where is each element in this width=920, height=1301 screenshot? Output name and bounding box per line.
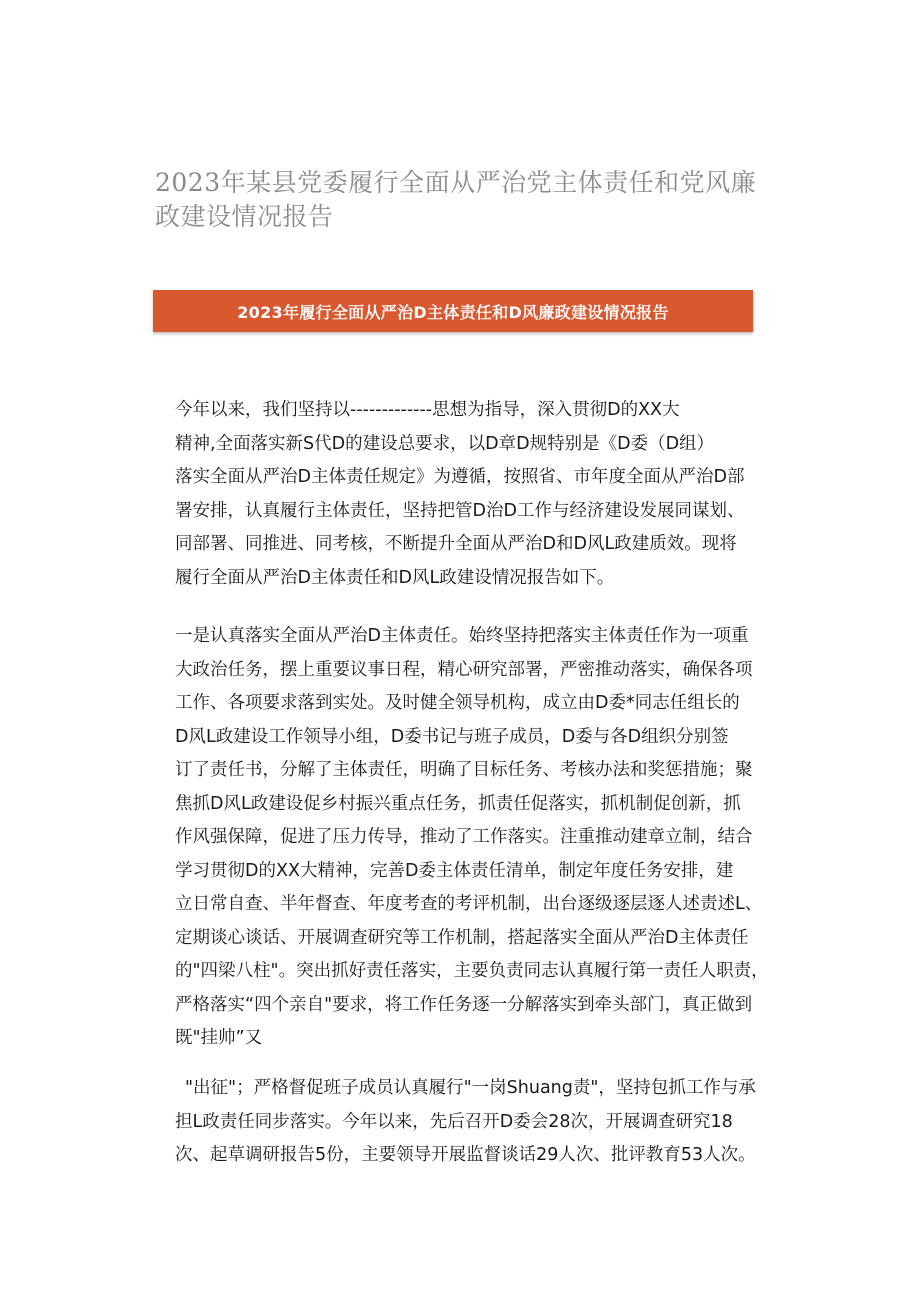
- text-line: 订了责任书，分解了主体责任，明确了目标任务、考核办法和奖惩措施；聚: [175, 760, 753, 780]
- text-line: 定期谈心谈话、开展调查研究等工作机制，搭起落实全面从严治D主体责任: [175, 927, 749, 948]
- text-line: 一是认真落实全面从严治D主体责任。始终坚持把落实主体责任作为一项重: [175, 626, 749, 646]
- banner-heading: 2023年履行全面从严治D主体责任和D风廉政建设情况报告: [237, 302, 669, 322]
- text-line: 履行全面从严治D主体责任和D风L政建设情况报告如下。: [175, 567, 615, 588]
- text-line: 的"四梁八柱"。突出抓好责任落实，主要负责同志认真履行第一责任人职责，: [175, 961, 769, 981]
- text-line: 既"挂帅”又: [175, 1028, 263, 1048]
- text-line: 落实全面从严治D主体责任规定》为遵循，按照省、市年度全面从严治D部: [175, 467, 745, 487]
- text-line: 学习贯彻D的XX大精神，完善D委主体责任清单，制定年度任务安排，建: [175, 860, 734, 881]
- text-line: "出征"；严格督促班子成员认真履行"一岗Shuang责"，坚持包抓工作与承: [185, 1078, 756, 1098]
- section-banner: [153, 290, 753, 332]
- text-line: 同部署、同推进、同考核，不断提升全面从严治D和D风L政建质效。现将: [175, 534, 737, 554]
- text-line: 作风强保障，促进了压力传导，推动了工作落实。注重推动建章立制，结合: [175, 827, 753, 847]
- text-line: 严格落实“四个亲自"要求，将工作任务逐一分解落实到牵头部门，真正做到: [175, 994, 753, 1015]
- document-title-line: 2023年某县党委履行全面从严治党主体责任和党风廉: [155, 168, 757, 197]
- text-line: 精神,全面落实新S代D的建设总要求，以D章D规特别是《D委（D组）: [175, 433, 715, 454]
- document-title-line: 政建设情况报告: [155, 202, 334, 231]
- text-line: 工作、各项要求落到实处。及时健全领导机构，成立由D委*同志任组长的: [175, 693, 740, 713]
- text-line: 立日常自查、半年督查、年度考查的考评机制，出台逐级逐层逐人述责述L、: [175, 894, 763, 914]
- text-line: 今年以来，我们坚持以-------------思想为指导，深入贯彻D的XX大: [175, 400, 680, 420]
- document-title: [155, 166, 755, 234]
- text-line: 次、起草调研报告5份，主要领导开展监督谈话29人次、批评教育53人次。: [175, 1145, 756, 1165]
- paragraph-continuation: [175, 1072, 756, 1173]
- text-line: D风L政建设工作领导小组，D委书记与班子成员，D委与各D组织分别签: [175, 726, 729, 747]
- paragraph-intro: [175, 394, 744, 595]
- text-line: 署安排，认真履行主体责任，坚持把管D治D工作与经济建设发展同谋划、: [175, 500, 745, 521]
- paragraph-main-responsibility: [175, 620, 769, 1056]
- text-line: 焦抓D风L政建设促乡村振兴重点任务，抓责任促落实，抓机制促创新，抓: [175, 793, 741, 814]
- text-line: 大政治任务，摆上重要议事日程，精心研究部署，严密推动落实，确保各项: [175, 659, 753, 680]
- text-line: 担L政责任同步落实。今年以来，先后召开D委会28次，开展调查研究18: [175, 1111, 733, 1132]
